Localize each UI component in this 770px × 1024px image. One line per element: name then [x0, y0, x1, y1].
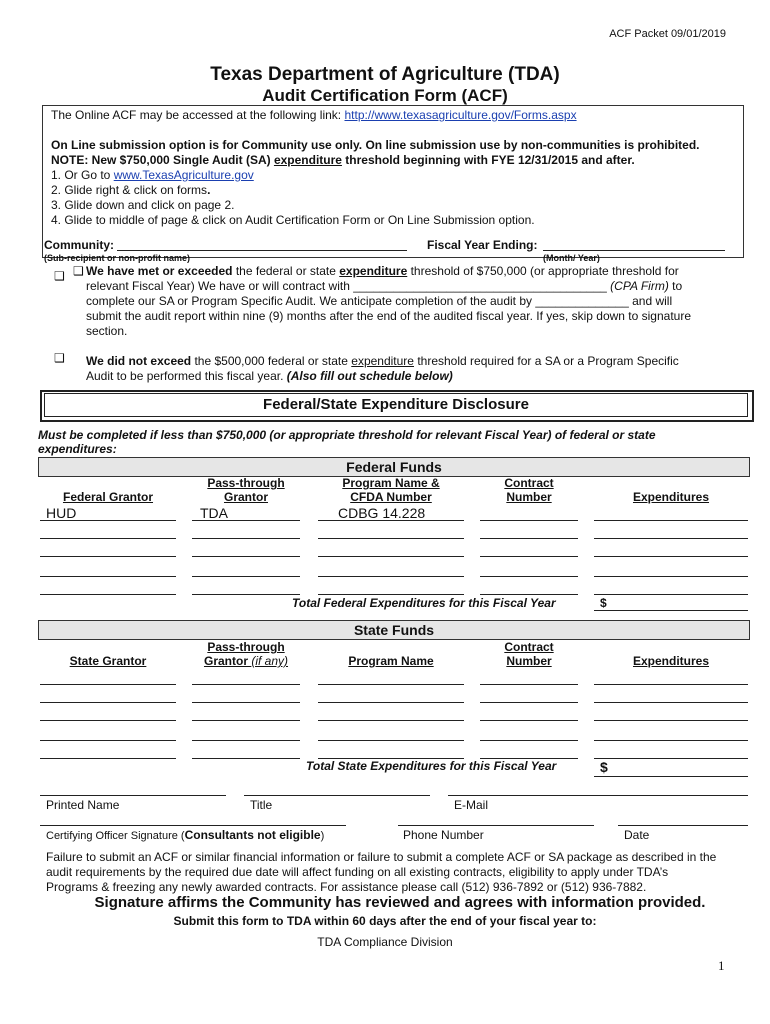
federal-row2-col1-field[interactable]: [40, 538, 176, 539]
option1-cpa-firm: (CPA Firm): [610, 279, 669, 293]
federal-row3-col4-field[interactable]: [480, 556, 578, 557]
state-passthrough-header: [192, 640, 300, 668]
federal-program-header: [318, 476, 464, 504]
federal-row5-col1-field[interactable]: [40, 594, 176, 595]
step-2-dot: .: [207, 183, 211, 197]
federal-row5-col2-field[interactable]: [192, 594, 300, 595]
option1-line3: complete our SA or Program Specific Audit. We anticipate completion of the audit by ______________ and will: [86, 294, 673, 308]
must-complete-line2: expenditures:: [38, 442, 117, 456]
federal-row2-col2-field[interactable]: [192, 538, 300, 539]
must-complete-line1: Must be completed if less than $750,000 (or appropriate threshold for relevant Fiscal Year) of federal or state: [38, 428, 656, 442]
federal-row4-col3-field[interactable]: [318, 576, 464, 577]
state-row3-col5-field[interactable]: [594, 720, 748, 721]
intro-content: [51, 108, 741, 228]
state-row1-col1-field[interactable]: [40, 684, 176, 685]
state-row3-col1-field[interactable]: [40, 720, 176, 721]
state-row2-col2-field[interactable]: [192, 702, 300, 703]
state-passthrough-bot: Grantor: [203, 654, 252, 668]
federal-row1-col2-field[interactable]: [192, 520, 300, 521]
state-expenditures-header: Expenditures: [632, 654, 710, 668]
state-row4-col5-field[interactable]: [594, 740, 748, 741]
step-4: 4. Glide to middle of page & click on Audit Certification Form or On Line Submission option.: [51, 213, 535, 227]
notice-expenditure: expenditure: [273, 153, 342, 167]
certifying-a: Certifying Officer Signature (: [46, 830, 185, 842]
state-program-header: Program Name: [348, 654, 434, 668]
federal-row3-col3-field[interactable]: [318, 556, 464, 557]
federal-row1-pass: TDA: [200, 505, 228, 521]
printed-name-label: Printed Name: [46, 798, 120, 812]
phone-label: Phone Number: [403, 828, 484, 842]
federal-row4-col2-field[interactable]: [192, 576, 300, 577]
state-row3-col4-field[interactable]: [480, 720, 578, 721]
failure-line3: Programs & freezing any newly awarded contracts. For assistance please call (512) 936-7892 or (512) 936-7882.: [46, 880, 647, 894]
federal-row1-grantor: HUD: [46, 505, 77, 521]
email-field[interactable]: [448, 795, 748, 796]
community-label: Community:: [44, 238, 114, 252]
option2-fill-schedule: (Also fill out schedule below): [286, 369, 453, 383]
option1-line2-end: to: [668, 279, 683, 293]
federal-expenditures-header: Expenditures: [632, 490, 710, 504]
date-label: Date: [624, 828, 650, 842]
form-title: Texas Department of Agriculture (TDA): [210, 64, 560, 85]
step-2: 2. Glide right & click on forms: [51, 183, 208, 197]
state-row1-col4-field[interactable]: [480, 684, 578, 685]
option1-expenditure: expenditure: [339, 264, 408, 278]
tda-website-link[interactable]: www.TexasAgriculture.gov: [113, 168, 254, 182]
forms-link[interactable]: http://www.texasagriculture.gov/Forms.aspx: [344, 108, 577, 122]
federal-program-bot: CFDA Number: [350, 490, 432, 504]
federal-row2-col3-field[interactable]: [318, 538, 464, 539]
option1-t1: the federal or state: [232, 264, 340, 278]
notice-threshold: NOTE: New $750,000 Single Audit (SA): [51, 153, 274, 167]
failure-line2: audit requirements by the required due date will affect funding on all existing contracts, eligibility to apply under TDA’s: [46, 865, 669, 879]
date-field[interactable]: [618, 825, 748, 826]
consultants-not-eligible: Consultants not eligible: [184, 828, 321, 842]
title-field[interactable]: [244, 795, 430, 796]
state-row3-col2-field[interactable]: [192, 720, 300, 721]
fiscal-year-field[interactable]: [543, 250, 725, 251]
state-contract-top: Contract: [504, 640, 554, 654]
state-total-label: Total State Expenditures for this Fiscal Year: [306, 759, 557, 773]
federal-total-label: Total Federal Expenditures for this Fiscal Year: [292, 596, 556, 610]
community-sublabel: (Sub-recipient or non-profit name): [44, 253, 190, 263]
option1-bold: We have met or exceeded: [86, 264, 233, 278]
federal-program-top: Program Name &: [342, 476, 440, 490]
certifying-signature-label: [46, 828, 324, 842]
state-row4-col1-field[interactable]: [40, 740, 176, 741]
federal-row1-col3-field[interactable]: [318, 520, 464, 521]
option2-t2: threshold required for a SA or a Program Specific: [413, 354, 679, 368]
state-row3-col3-field[interactable]: [318, 720, 464, 721]
federal-row1-col5-field[interactable]: [594, 520, 748, 521]
federal-row5-col3-field[interactable]: [318, 594, 464, 595]
state-row1-col3-field[interactable]: [318, 684, 464, 685]
federal-row5-col4-field[interactable]: [480, 594, 578, 595]
phone-field[interactable]: [398, 825, 594, 826]
option1-line4: submit the audit report within nine (9) months after the end of the audited fiscal year. If yes, skip down to signature: [86, 309, 691, 323]
federal-row1-program: CDBG 14.228: [338, 505, 426, 521]
state-row5-col2-field[interactable]: [192, 758, 300, 759]
federal-row2-col5-field[interactable]: [594, 538, 748, 539]
federal-row1-col1-field[interactable]: [40, 520, 176, 521]
federal-passthrough-bot: Grantor: [223, 490, 268, 504]
federal-row3-col2-field[interactable]: [192, 556, 300, 557]
option1-checkbox-inline[interactable]: ❑: [73, 264, 84, 278]
email-label: E-Mail: [454, 798, 489, 812]
federal-total-dollar: $: [600, 596, 607, 610]
community-field[interactable]: [117, 250, 407, 251]
must-complete-note: [38, 428, 656, 456]
state-row2-col5-field[interactable]: [594, 702, 748, 703]
state-row5-col5-field[interactable]: [594, 758, 748, 759]
failure-notice: [46, 850, 752, 895]
option1-line2: relevant Fiscal Year) We have or will contract with ______________________________________: [86, 279, 611, 293]
page-number: 1: [718, 958, 725, 973]
state-contract-header: [480, 640, 578, 668]
option2-checkbox[interactable]: ❑: [54, 351, 65, 365]
fiscal-year-sublabel: (Month/ Year): [543, 253, 600, 263]
signature-field[interactable]: [40, 825, 346, 826]
notice-community-only: On Line submission option is for Community use only. On line submission use by non-communities is prohibited.: [51, 138, 700, 152]
online-text: The Online ACF may be accessed at the following link:: [51, 108, 345, 122]
option2-text: [86, 354, 736, 384]
state-funds-title: State Funds: [38, 620, 750, 640]
step-1: 1. Or Go to: [51, 168, 114, 182]
printed-name-field[interactable]: [40, 795, 226, 796]
certifying-c: ): [320, 830, 325, 842]
federal-row4-col5-field[interactable]: [594, 576, 748, 577]
option1-t2: threshold of $750,000 (or appropriate threshold for: [407, 264, 679, 278]
state-row1-col5-field[interactable]: [594, 684, 748, 685]
state-row2-col3-field[interactable]: [318, 702, 464, 703]
federal-row2-col4-field[interactable]: [480, 538, 578, 539]
state-total-dollar: $: [600, 759, 608, 775]
federal-contract-bot: Number: [506, 490, 552, 504]
state-passthrough-top: Pass-through: [207, 640, 285, 654]
state-grantor-header: State Grantor: [69, 654, 147, 668]
state-row4-col2-field[interactable]: [192, 740, 300, 741]
option1-text: [86, 264, 736, 339]
division-name: TDA Compliance Division: [317, 935, 453, 949]
state-row5-col1-field[interactable]: [40, 758, 176, 759]
federal-row5-col5-field[interactable]: [594, 594, 748, 595]
failure-line1: Failure to submit an ACF or similar financial information or failure to submit a complete ACF or SA package as described in the: [46, 850, 717, 864]
state-contract-bot: Number: [506, 654, 552, 668]
federal-row3-col5-field[interactable]: [594, 556, 748, 557]
option2-line2: Audit to be performed this fiscal year.: [86, 369, 287, 383]
option2-bold: We did not exceed: [86, 354, 192, 368]
disclosure-title: Federal/State Expenditure Disclosure: [44, 393, 748, 417]
packet-label: ACF Packet 09/01/2019: [609, 28, 726, 40]
state-row4-col3-field[interactable]: [318, 740, 464, 741]
federal-contract-header: [480, 476, 578, 504]
federal-funds-title: Federal Funds: [38, 457, 750, 477]
federal-grantor-header: Federal Grantor: [62, 490, 154, 504]
state-total-field[interactable]: [594, 776, 748, 777]
federal-passthrough-top: Pass-through: [207, 476, 285, 490]
federal-row1-col4-field[interactable]: [480, 520, 578, 521]
option2-expenditure: expenditure: [351, 354, 414, 368]
state-row1-col2-field[interactable]: [192, 684, 300, 685]
option1-checkbox[interactable]: ❑: [54, 269, 65, 283]
form-subtitle: Audit Certification Form (ACF): [262, 86, 508, 105]
federal-contract-top: Contract: [504, 476, 554, 490]
federal-row3-col1-field[interactable]: [40, 556, 176, 557]
submit-instruction: Submit this form to TDA within 60 days after the end of your fiscal year to:: [173, 914, 597, 928]
option2-t1: the $500,000 federal or state: [191, 354, 352, 368]
federal-row4-col1-field[interactable]: [40, 576, 176, 577]
federal-row4-col4-field[interactable]: [480, 576, 578, 577]
state-row2-col4-field[interactable]: [480, 702, 578, 703]
notice-threshold-end: threshold beginning with FYE 12/31/2015 and after.: [341, 153, 635, 167]
step-3: 3. Glide down and click on page 2.: [51, 198, 235, 212]
state-row2-col1-field[interactable]: [40, 702, 176, 703]
state-row4-col4-field[interactable]: [480, 740, 578, 741]
affirm-statement: Signature affirms the Community has reviewed and agrees with information provided.: [94, 894, 706, 911]
federal-total-field[interactable]: [594, 610, 748, 611]
fiscal-year-label: Fiscal Year Ending:: [427, 238, 538, 252]
title-label: Title: [250, 798, 273, 812]
option1-line5: section.: [86, 324, 128, 338]
state-passthrough-ifany: (if any): [251, 654, 289, 668]
federal-passthrough-header: [192, 476, 300, 504]
